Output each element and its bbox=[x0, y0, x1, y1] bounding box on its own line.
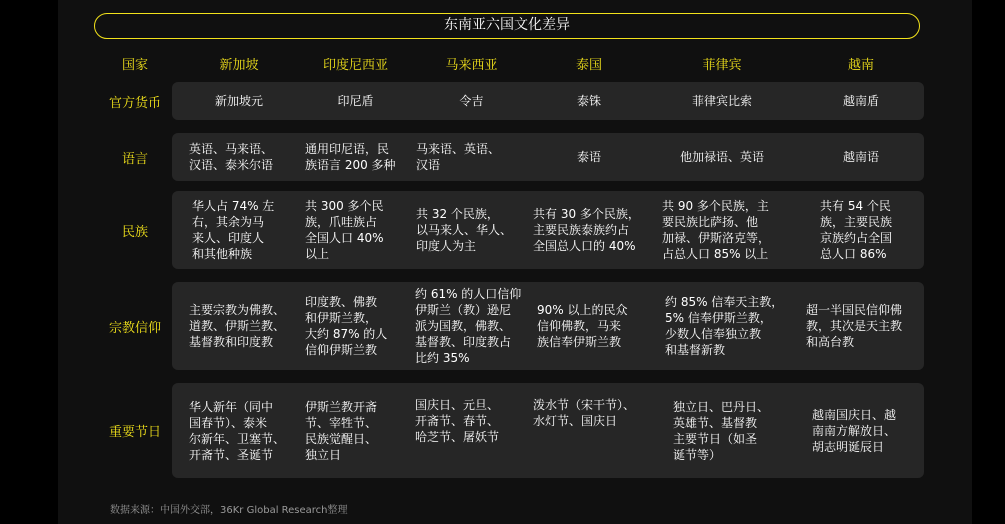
table-cell: 约 85% 信奉天主教， 5% 信奉伊斯兰教， 少数人信奉独立教 和基督新教 bbox=[665, 295, 784, 357]
table-cell: 伊斯兰教开斋 节、宰牲节、 民族觉醒日、 独立日 bbox=[305, 399, 378, 462]
header-malaysia: 马来西亚 bbox=[445, 58, 498, 73]
table-cell: 90% 以上的民众 信仰佛教，马来 族信奉伊斯兰教 bbox=[537, 303, 628, 349]
header-thailand: 泰国 bbox=[575, 58, 602, 73]
row-label-language: 语言 bbox=[121, 151, 148, 167]
table-cell: 英语、马来语、 汉语、泰米尔语 bbox=[189, 142, 274, 172]
row-label-currency: 官方货币 bbox=[108, 95, 161, 111]
table-cell: 泰铢 bbox=[576, 94, 601, 108]
table-cell: 共 300 多个民 族，爪哇族占 全国人口 40% 以上 bbox=[305, 199, 384, 261]
table-cell: 超一半国民信仰佛 教，其次是天主教 和高台教 bbox=[806, 303, 903, 349]
table-cell: 国庆日、元旦、 开斋节、春节、 哈芝节、屠妖节 bbox=[415, 398, 500, 444]
table-cell: 共 90 多个民族，主 要民族比萨扬、他 加禄、伊斯洛克等， 占总人口 85% 以上 bbox=[662, 199, 771, 261]
table-cell: 泼水节（宋干节）、 水灯节、国庆日 bbox=[533, 398, 636, 428]
table-cell: 主要宗教为佛教、 道教、伊斯兰教、 基督教和印度教 bbox=[189, 303, 286, 349]
table-cell: 华人新年（同中 国春节）、泰米 尔新年、卫塞节、 开斋节、圣诞节 bbox=[189, 399, 286, 462]
table-cell: 共有 54 个民 族，主要民族 京族约占全国 总人口 86% bbox=[820, 199, 893, 261]
table-cell: 约 61% 的人口信仰 伊斯兰（教）逊尼 派为国教，佛教、 基督教、印度教占 比约 35% bbox=[415, 287, 522, 365]
row-label-ethnicity: 民族 bbox=[121, 224, 148, 240]
table-cell: 越南国庆日、越 南南方解放日、 胡志明诞辰日 bbox=[812, 407, 897, 454]
table-cell: 越南盾 bbox=[842, 94, 879, 108]
table-cell: 他加禄语、英语 bbox=[679, 150, 764, 164]
table-cell: 新加坡元 bbox=[214, 94, 263, 108]
table-cell: 共有 30 多个民族， 主要民族泰族约占 全国总人口的 40% bbox=[533, 207, 640, 253]
header-singapore: 新加坡 bbox=[219, 58, 259, 73]
row-label-holidays: 重要节日 bbox=[108, 425, 161, 440]
table-cell: 独立日、巴丹日、 英雄节、基督教 主要节日（如圣 诞节等） bbox=[673, 399, 770, 462]
table-cell: 令吉 bbox=[459, 94, 484, 108]
table-cell: 印尼盾 bbox=[337, 94, 374, 108]
table-cell: 华人占 74% 左 右，其余为马 来人、印度人 和其他种族 bbox=[192, 199, 275, 261]
data-source-note: 数据来源：中国外交部，36Kr Global Research整理 bbox=[110, 505, 348, 516]
table-cell: 马来语、英语、 汉语 bbox=[416, 142, 501, 172]
table-cell: 菲律宾比索 bbox=[691, 94, 752, 108]
header-country: 国家 bbox=[121, 58, 148, 73]
header-philippines: 菲律宾 bbox=[702, 58, 742, 73]
table-cell: 印度教、佛教 和伊斯兰教， 大约 87% 的人 信仰伊斯兰教 bbox=[305, 295, 388, 357]
table-title: 东南亚六国文化差异 bbox=[94, 13, 920, 39]
table-cell: 泰语 bbox=[576, 150, 601, 164]
row-label-religion: 宗教信仰 bbox=[108, 320, 161, 336]
header-indonesia: 印度尼西亚 bbox=[322, 58, 388, 73]
table-cell: 越南语 bbox=[842, 150, 879, 164]
header-vietnam: 越南 bbox=[847, 58, 874, 73]
table-cell: 共 32 个民族， 以马来人、华人、 印度人为主 bbox=[416, 207, 513, 253]
table-cell: 通用印尼语，民 族语言 200 多种 bbox=[305, 142, 396, 172]
